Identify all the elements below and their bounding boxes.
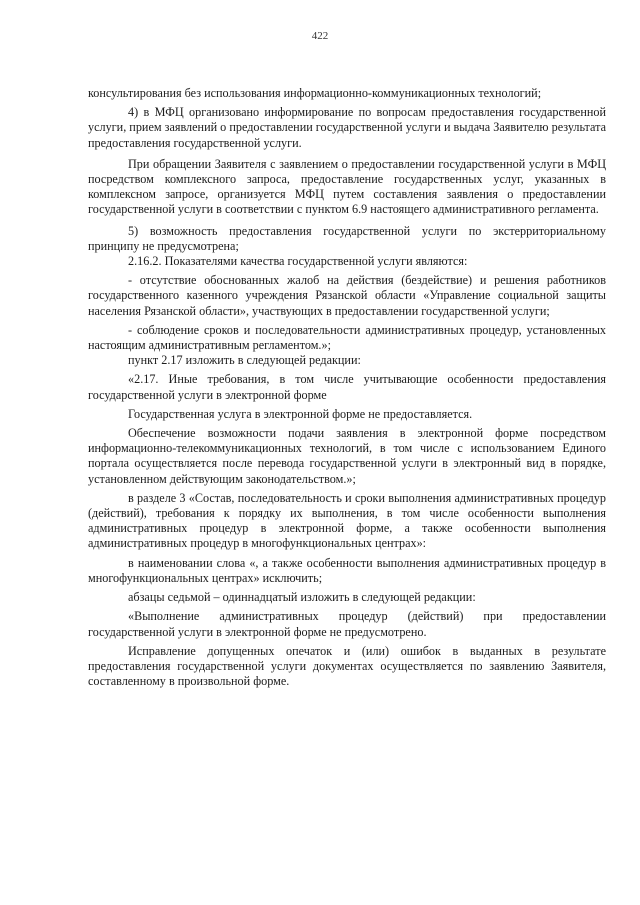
paragraph: консультирования без использования информационно-коммуникационных технологий; xyxy=(88,86,542,100)
paragraph: 4) в МФЦ организовано информирование по вопросам предоставления государственной услуги, прием заявлений о предоставлении государственной услуги и выдача Заявителю результата предоставления государственной услуги. xyxy=(88,105,606,150)
paragraph: - отсутствие обоснованных жалоб на действия (бездействие) и решения работников государственного казенного учреждения Рязанской области «Управление социальной защиты населения Рязанской области», участвующих в предоставлении государственной услуги; xyxy=(88,273,606,318)
document-body xyxy=(88,86,606,689)
paragraph: - соблюдение сроков и последовательности административных процедур, установленных настоящим административным регламентом.»; xyxy=(88,322,606,353)
paragraph: в наименовании слова «, а также особенности выполнения административных процедур в многофункциональных центрах» исключить; xyxy=(88,555,606,585)
paragraph: 5) возможность предоставления государственной услуги по экстерриториальному принципу не предусмотрена; xyxy=(88,223,606,253)
paragraph: 2.16.2. Показателями качества государственной услуги являются: xyxy=(128,254,468,269)
paragraph: «2.17. Иные требования, в том числе учитывающие особенности предоставления государственной услуги в электронной форме xyxy=(88,372,606,402)
paragraph: «Выполнение административных процедур (действий) при предоставлении государственной услуги в электронной форме не предусмотрено. xyxy=(88,609,606,639)
paragraph: пункт 2.17 изложить в следующей редакции: xyxy=(128,353,361,368)
paragraph: Государственная услуга в электронной форме не предоставляется. xyxy=(128,406,473,421)
paragraph: абзацы седьмой – одиннадцатый изложить в следующей редакции: xyxy=(128,590,476,605)
paragraph: Исправление допущенных опечаток и (или) ошибок в выданных в результате предоставления государственной услуги документах осуществляется по заявлению Заявителя, составленному в произвольной форме. xyxy=(88,643,606,689)
paragraph: в разделе 3 «Состав, последовательность и сроки выполнения административных процедур (действий), требования к порядку их выполнения, в том числе особенности выполнения административных процедур в электронной форме, а также особенности выполнения административных процедур в многофункциональных центрах»: xyxy=(88,490,606,551)
page-number: 422 xyxy=(311,30,329,42)
paragraph: Обеспечение возможности подачи заявления в электронной форме посредством информационно-телекоммуникационных технологий, в том числе с использованием Единого портала осуществляется после перевода государственной услуги в электронный вид в порядке, установленном действующим законодательством.»; xyxy=(88,426,606,486)
paragraph: При обращении Заявителя с заявлением о предоставлении государственной услуги в МФЦ посредством комплексного запроса, предоставление государственных услуг, указанных в комплексном запросе, организуется МФЦ путем составления заявления о предоставлении государственной услуги в соответствии с пунктом 6.9 настоящего административного регламента. xyxy=(88,156,606,217)
